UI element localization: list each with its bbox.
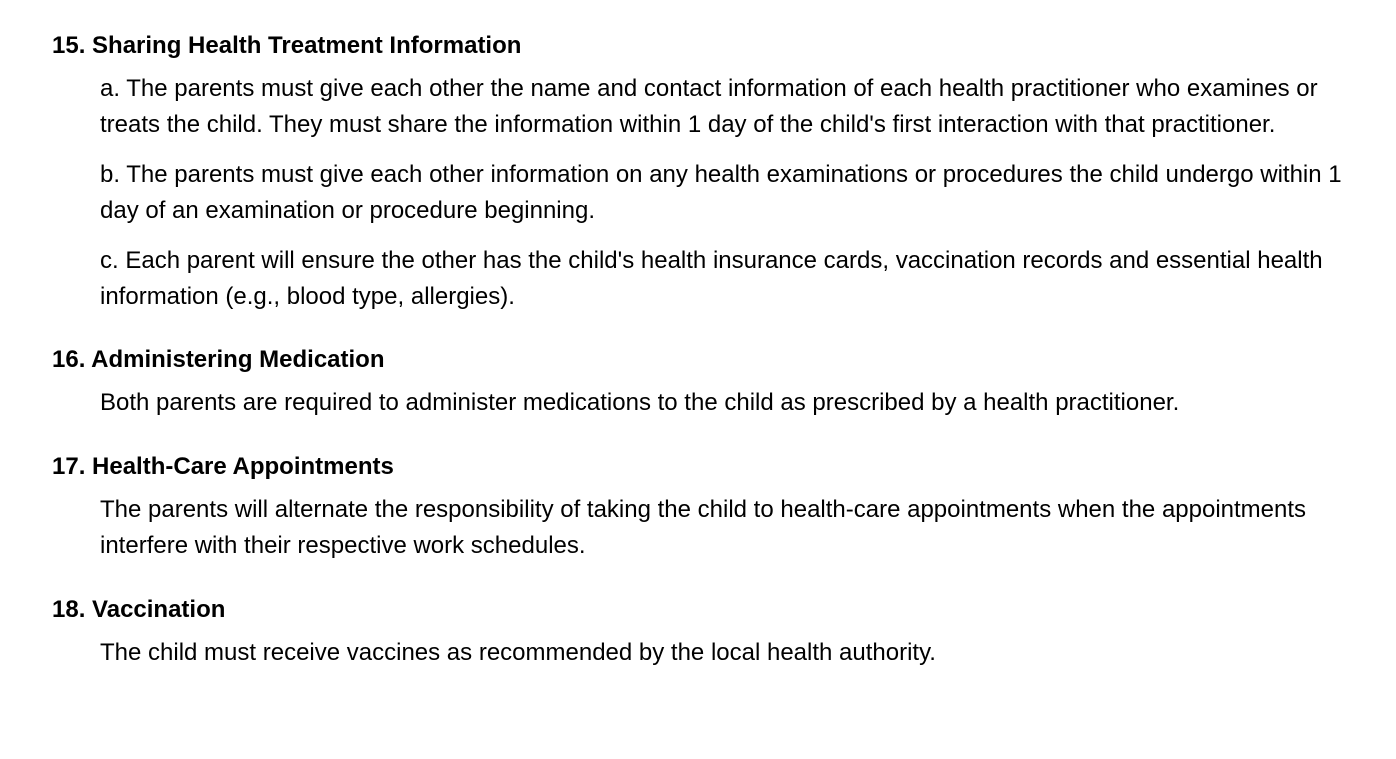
section-paragraph: Both parents are required to administer medications to the child as prescribed by a health practitioner. <box>100 389 1180 416</box>
section-paragraph: The child must receive vaccines as recommended by the local health authority. <box>100 639 936 666</box>
section-heading: 17. Health-Care Appointments <box>52 453 394 480</box>
section-sharing-health-treatment-information <box>52 28 1356 315</box>
section-administering-medication <box>52 342 1356 421</box>
section-paragraph: b. The parents must give each other information on any health examinations or procedures the child undergo within 1 day of an examination or procedure beginning. <box>100 161 1342 224</box>
section-paragraph: c. Each parent will ensure the other has the child's health insurance cards, vaccination records and essential health information (e.g., blood type, allergies). <box>100 247 1323 310</box>
section-paragraph: The parents will alternate the responsibility of taking the child to health-care appointments when the appointments interfere with their respective work schedules. <box>100 496 1307 559</box>
section-heading: 18. Vaccination <box>52 596 226 623</box>
section-heading: 15. Sharing Health Treatment Information <box>52 32 522 59</box>
section-paragraph: a. The parents must give each other the name and contact information of each health practitioner who examines or treats the child. They must share the information within 1 day of the child's first interaction with that practitioner. <box>100 75 1318 138</box>
section-health-care-appointments <box>52 449 1356 564</box>
section-heading: 16. Administering Medication <box>52 346 385 373</box>
section-vaccination <box>52 592 1356 671</box>
